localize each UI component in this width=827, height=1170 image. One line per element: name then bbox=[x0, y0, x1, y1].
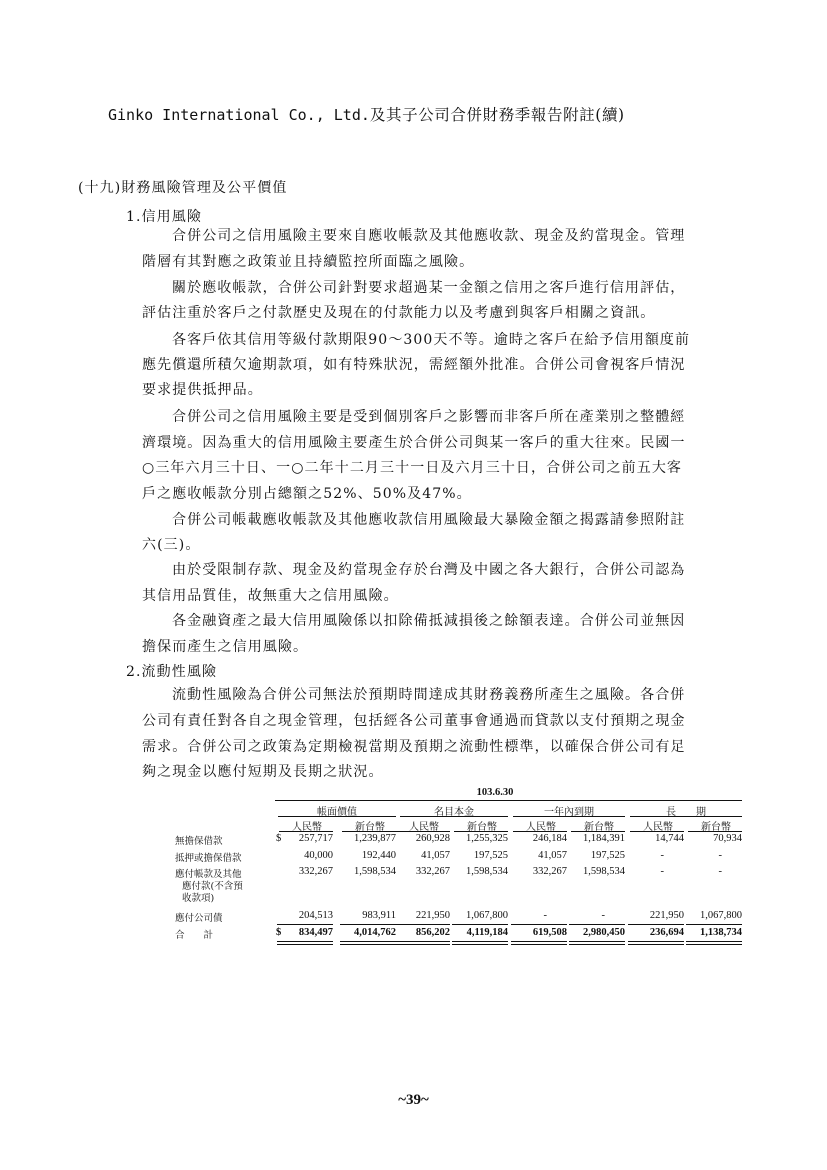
section-heading: (十九)財務風險管理及公平價值 bbox=[78, 180, 288, 196]
table-cell: 834,497 bbox=[298, 927, 333, 938]
double-underline bbox=[340, 941, 396, 945]
paragraph-line: 濟環境。因為重大的信用風險主要產生於合併公司與某一客戶的重大往來。民國一 bbox=[142, 435, 686, 451]
double-underline bbox=[452, 941, 508, 945]
paragraph-line: 流動性風險為合併公司無法於預期時間達成其財務義務所產生之風險。各合併 bbox=[172, 687, 686, 703]
paragraph-line: 各客戶依其信用等級付款期限90～300天不等。逾時之客戶在給予信用額度前 bbox=[172, 332, 691, 348]
paragraph-line: 評估注重於客戶之付款歷史及現在的付款能力以及考慮到與客戶相關之資訊。 bbox=[142, 305, 656, 321]
table-cell: 619,508 bbox=[532, 927, 567, 938]
table-cell: 257,717 bbox=[298, 833, 333, 844]
table-cell: 70,934 bbox=[713, 833, 742, 844]
table-cell: 14,744 bbox=[655, 833, 684, 844]
paragraph-line: 關於應收帳款，合併公司針對要求超過某一金額之信用之客戶進行信用評估， bbox=[172, 280, 686, 296]
table-group-header: 長 期 bbox=[666, 807, 706, 818]
table-row-label: 合 計 bbox=[175, 930, 214, 941]
table-rule bbox=[513, 816, 625, 817]
table-rule bbox=[688, 831, 742, 832]
table-cell: 4,014,762 bbox=[354, 927, 396, 938]
table-subheader: 人民幣 bbox=[643, 822, 673, 833]
paragraph-line: ○三年六月三十日、一○二年十二月三十一日及六月三十日，合併公司之前五大客 bbox=[142, 460, 683, 476]
paragraph-line: 階層有其對應之政策並且持續監控所面臨之風險。 bbox=[142, 254, 475, 270]
table-cell: 221,950 bbox=[415, 910, 450, 921]
table-rule bbox=[628, 924, 684, 925]
table-row-label: 應付公司債 bbox=[175, 913, 223, 924]
paragraph-line: 夠之現金以應付短期及長期之狀況。 bbox=[142, 764, 384, 780]
table-rule bbox=[275, 800, 742, 801]
table-group-header: 帳面價值 bbox=[317, 807, 357, 818]
table-cell: 332,267 bbox=[415, 866, 450, 877]
paragraph-line: 六(三)。 bbox=[142, 537, 201, 553]
table-row-label: 抵押或擔保借款 bbox=[175, 853, 242, 864]
paragraph-line: 合併公司之信用風險主要是受到個別客戶之影響而非客戶所在產業別之整體經 bbox=[172, 409, 686, 425]
paragraph-line: 由於受限制存款、現金及約當現金存於台灣及中國之各大銀行，合併公司認為 bbox=[172, 562, 686, 578]
table-cell: 260,928 bbox=[415, 833, 450, 844]
paragraph-line: 各金融資產之最大信用風險係以扣除備抵減損後之餘額表達。合併公司並無因 bbox=[172, 613, 686, 629]
table-cell: 332,267 bbox=[532, 866, 567, 877]
table-rule bbox=[400, 816, 508, 817]
table-row-label: 無擔保借款 bbox=[175, 836, 223, 847]
table-cell: 204,513 bbox=[298, 910, 333, 921]
paragraph-line: 合併公司帳載應收帳款及其他應收款信用風險最大暴險金額之揭露請參照附註 bbox=[172, 512, 686, 528]
table-cell: 1,255,325 bbox=[466, 833, 508, 844]
table-cell: 1,138,734 bbox=[700, 927, 742, 938]
table-rule bbox=[454, 831, 508, 832]
table-rule bbox=[630, 816, 742, 817]
table-rule bbox=[452, 924, 508, 925]
table-cell: 983,911 bbox=[362, 910, 396, 921]
table-cell: - bbox=[660, 866, 664, 877]
table-cell: 221,950 bbox=[649, 910, 684, 921]
table-cell: 41,057 bbox=[421, 850, 450, 861]
table-cell: 856,202 bbox=[415, 927, 450, 938]
paragraph-line: 合併公司之信用風險主要來自應收帳款及其他應收款、現金及約當現金。管理 bbox=[172, 228, 686, 244]
double-underline bbox=[394, 941, 450, 945]
currency-symbol: $ bbox=[276, 927, 282, 938]
table-cell: 1,598,534 bbox=[583, 866, 625, 877]
table-rule bbox=[569, 924, 625, 925]
table-rule bbox=[686, 924, 742, 925]
table-cell: - bbox=[660, 850, 664, 861]
paragraph-line: 擔保而產生之信用風險。 bbox=[142, 639, 309, 655]
table-subheader: 人民幣 bbox=[526, 822, 556, 833]
page-number: ~39~ bbox=[398, 1092, 429, 1108]
table-cell: 236,694 bbox=[649, 927, 684, 938]
table-date: 103.6.30 bbox=[476, 787, 514, 798]
table-cell: 332,267 bbox=[298, 866, 333, 877]
paragraph-line: 公司有責任對各自之現金管理，包括經各公司董事會通過而貸款以支付預期之現金 bbox=[142, 713, 686, 729]
currency-symbol: $ bbox=[276, 833, 282, 844]
table-cell: 246,184 bbox=[532, 833, 567, 844]
table-rule bbox=[279, 831, 333, 832]
paragraph-line: 需求。合併公司之政策為定期檢視當期及預期之流動性標準，以確保合併公司有足 bbox=[142, 739, 686, 755]
table-row-label: 應付款(不含預 bbox=[182, 881, 243, 892]
table-cell: 192,440 bbox=[361, 850, 396, 861]
table-rule bbox=[630, 831, 684, 832]
table-rule bbox=[513, 831, 567, 832]
table-rule bbox=[278, 816, 396, 817]
table-rule bbox=[394, 924, 450, 925]
table-cell: 1,184,391 bbox=[583, 833, 625, 844]
header-title-suffix: 及其子公司合併財務季報告附註(續) bbox=[369, 106, 625, 124]
paragraph-line: 戶之應收帳款分別占總額之52%、50%及47%。 bbox=[142, 486, 472, 502]
double-underline bbox=[569, 941, 625, 945]
table-rule bbox=[571, 831, 625, 832]
paragraph-line: 其信用品質佳，故無重大之信用風險。 bbox=[142, 588, 399, 604]
table-cell: 1,239,877 bbox=[354, 833, 396, 844]
table-cell: 1,598,534 bbox=[466, 866, 508, 877]
table-rule bbox=[340, 924, 396, 925]
table-group-header: 一年內到期 bbox=[544, 807, 594, 818]
table-rule bbox=[511, 924, 567, 925]
table-cell: 197,525 bbox=[590, 850, 625, 861]
table-cell: 1,067,800 bbox=[466, 910, 508, 921]
table-subheader: 新台幣 bbox=[584, 822, 614, 833]
table-cell: 40,000 bbox=[304, 850, 333, 861]
table-cell: 4,119,184 bbox=[466, 927, 508, 938]
table-subheader: 新台幣 bbox=[355, 822, 385, 833]
paragraph-line: 要求提供抵押品。 bbox=[142, 382, 263, 398]
table-group-header: 名目本金 bbox=[434, 807, 474, 818]
table-cell: - bbox=[718, 850, 722, 861]
table-row-label: 收款項) bbox=[182, 893, 215, 904]
table-subheader: 新台幣 bbox=[467, 822, 497, 833]
table-subheader: 人民幣 bbox=[292, 822, 322, 833]
table-cell: - bbox=[718, 866, 722, 877]
liquidity-risk-heading: 2.流動性風險 bbox=[126, 664, 218, 680]
credit-risk-heading: 1.信用風險 bbox=[126, 209, 202, 225]
double-underline bbox=[628, 941, 684, 945]
table-cell: 1,067,800 bbox=[700, 910, 742, 921]
table-cell: 41,057 bbox=[538, 850, 567, 861]
table-cell: - bbox=[601, 910, 605, 921]
company-name: Ginko International Co., Ltd. bbox=[108, 106, 370, 124]
paragraph-line: 應先償還所積欠逾期款項，如有特殊狀況，需經額外批准。合併公司會視客戶情況 bbox=[142, 357, 686, 373]
table-subheader: 人民幣 bbox=[409, 822, 439, 833]
table-cell: 1,598,534 bbox=[354, 866, 396, 877]
table-rule bbox=[342, 831, 396, 832]
table-row-label: 應付帳款及其他 bbox=[175, 869, 242, 880]
double-underline bbox=[277, 941, 333, 945]
table-cell: 197,525 bbox=[473, 850, 508, 861]
double-underline bbox=[686, 941, 742, 945]
table-rule bbox=[396, 831, 450, 832]
table-rule bbox=[277, 924, 333, 925]
table-cell: - bbox=[543, 910, 547, 921]
table-subheader: 新台幣 bbox=[701, 822, 731, 833]
table-cell: 2,980,450 bbox=[583, 927, 625, 938]
double-underline bbox=[511, 941, 567, 945]
